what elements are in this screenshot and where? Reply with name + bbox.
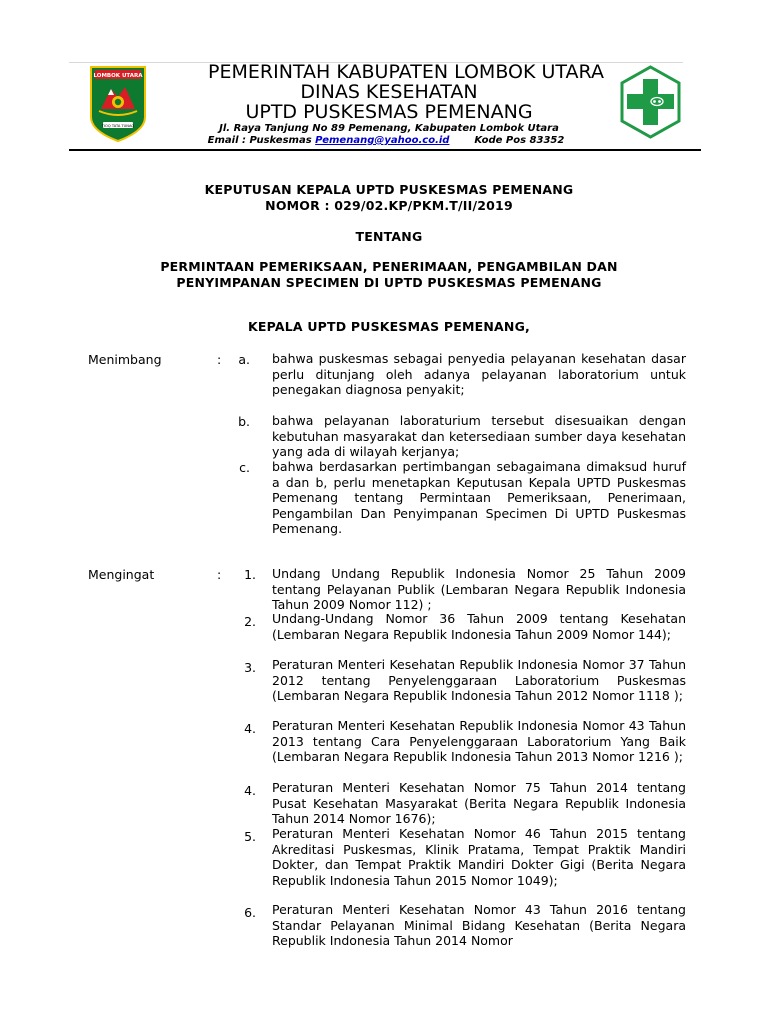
decision-title: KEPUTUSAN KEPALA UPTD PUSKESMAS PEMENANG	[204, 182, 574, 197]
decision-number: NOMOR : 029/02.KP/PKM.T/II/2019	[265, 198, 513, 213]
letterhead-institution-line: UPTD PUSKESMAS PEMENANG	[245, 101, 533, 123]
issuer-heading: KEPALA UPTD PUSKESMAS PEMENANG,	[248, 319, 530, 334]
email-link[interactable]: Pemenang@yahoo.co.id	[315, 135, 450, 146]
tentang-heading: TENTANG	[355, 229, 423, 244]
mengingat-item-text: Peraturan Menteri Kesehatan Nomor 75 Tahun 2014 tentang Pusat Kesehatan Masyarakat (Berita Negara Republik Indonesia Tahun 2014 Nomor 1676);	[272, 780, 686, 826]
mengingat-item-text: Peraturan Menteri Kesehatan Republik Indonesia Nomor 43 Tahun 2013 tentang Cara Penyelenggaraan Laboratorium Yang Baik (Lembaran Negara Republik Indonesia Tahun 2013 Nomor 1216 );	[272, 718, 686, 764]
menimbang-marker: b.	[238, 414, 250, 429]
mengingat-marker: 4.	[244, 721, 256, 736]
letterhead-address: Jl. Raya Tanjung No 89 Pemenang, Kabupaten Lombok Utara	[219, 123, 559, 134]
letterhead-contact	[4, 135, 768, 146]
menimbang-label: Menimbang	[88, 352, 162, 367]
mengingat-item-text: Peraturan Menteri Kesehatan Republik Indonesia Nomor 37 Tahun 2012 tentang Penyelenggaraan Laboratorium Puskesmas (Lembaran Negara Republik Indonesia Tahun 2012 Nomor 1118 );	[272, 657, 686, 703]
letterhead-government-line: PEMERINTAH KABUPATEN LOMBOK UTARA	[208, 61, 604, 83]
mengingat-marker: 1.	[244, 567, 256, 582]
decision-subject-line-1: PERMINTAAN PEMERIKSAAN, PENERIMAAN, PENGAMBILAN DAN	[160, 259, 618, 274]
svg-text:TIOQ TATA TUNAQ: TIOQ TATA TUNAQ	[101, 124, 135, 128]
mengingat-item-text: Undang Undang Republik Indonesia Nomor 25 Tahun 2009 tentang Pelayanan Publik (Lembaran Negara Republik Indonesia Tahun 2009 Nomor 112) ;	[272, 566, 686, 612]
mengingat-item-text: Peraturan Menteri Kesehatan Nomor 43 Tahun 2016 tentang Standar Pelayanan Minimal Bidang Kesehatan (Berita Negara Republik Indonesia Tahun 2014 Nomor	[272, 902, 686, 948]
letterhead-divider	[69, 149, 701, 151]
email-label: Email : Puskesmas	[207, 135, 312, 146]
mengingat-item-text: Peraturan Menteri Kesehatan Nomor 46 Tahun 2015 tentang Akreditasi Puskesmas, Klinik Pratama, Tempat Praktik Mandiri Dokter, dan Tempat Praktik Mandiri Dokter Gigi (Berita Negara Republik Indonesia Tahun 2015 Nomor 1049);	[272, 826, 686, 888]
menimbang-marker: c.	[239, 460, 250, 475]
menimbang-colon: :	[217, 352, 222, 367]
mengingat-label: Mengingat	[88, 567, 155, 582]
postcode: Kode Pos 83352	[474, 135, 565, 146]
mengingat-marker: 6.	[244, 905, 256, 920]
mengingat-colon: :	[217, 567, 222, 582]
letterhead-department-line: DINAS KESEHATAN	[300, 81, 478, 103]
menimbang-item-text: bahwa puskesmas sebagai penyedia pelayanan kesehatan dasar perlu ditunjang oleh adanya pelayanan laboratorium untuk penegakan diagnosa penyakit;	[272, 351, 686, 397]
svg-text:LOMBOK UTARA: LOMBOK UTARA	[93, 73, 143, 79]
mengingat-marker: 2.	[244, 614, 256, 629]
mengingat-item-text: Undang-Undang Nomor 36 Tahun 2009 tentang Kesehatan (Lembaran Negara Republik Indonesia Tahun 2009 Nomor 144);	[272, 611, 686, 642]
mengingat-marker: 3.	[244, 660, 256, 675]
mengingat-marker: 5.	[244, 829, 256, 844]
mengingat-marker: 4.	[244, 783, 256, 798]
menimbang-marker: a.	[238, 352, 250, 367]
decision-subject-line-2: PENYIMPANAN SPECIMEN DI UPTD PUSKESMAS PEMENANG	[176, 275, 602, 290]
menimbang-item-text: bahwa berdasarkan pertimbangan sebagaimana dimaksud huruf a dan b, perlu menetapkan Keputusan Kepala UPTD Puskesmas Pemenang tentang Permintaan Pemeriksaan, Penerimaan, Pengambilan Dan Penyimpanan Specimen Di UPTD Puskesmas Pemenang.	[272, 459, 686, 536]
menimbang-item-text: bahwa pelayanan laboraturium tersebut disesuaikan dengan kebutuhan masyarakat dan ketersediaan sumber daya kesehatan yang ada di wilayah kerjanya;	[272, 413, 686, 459]
